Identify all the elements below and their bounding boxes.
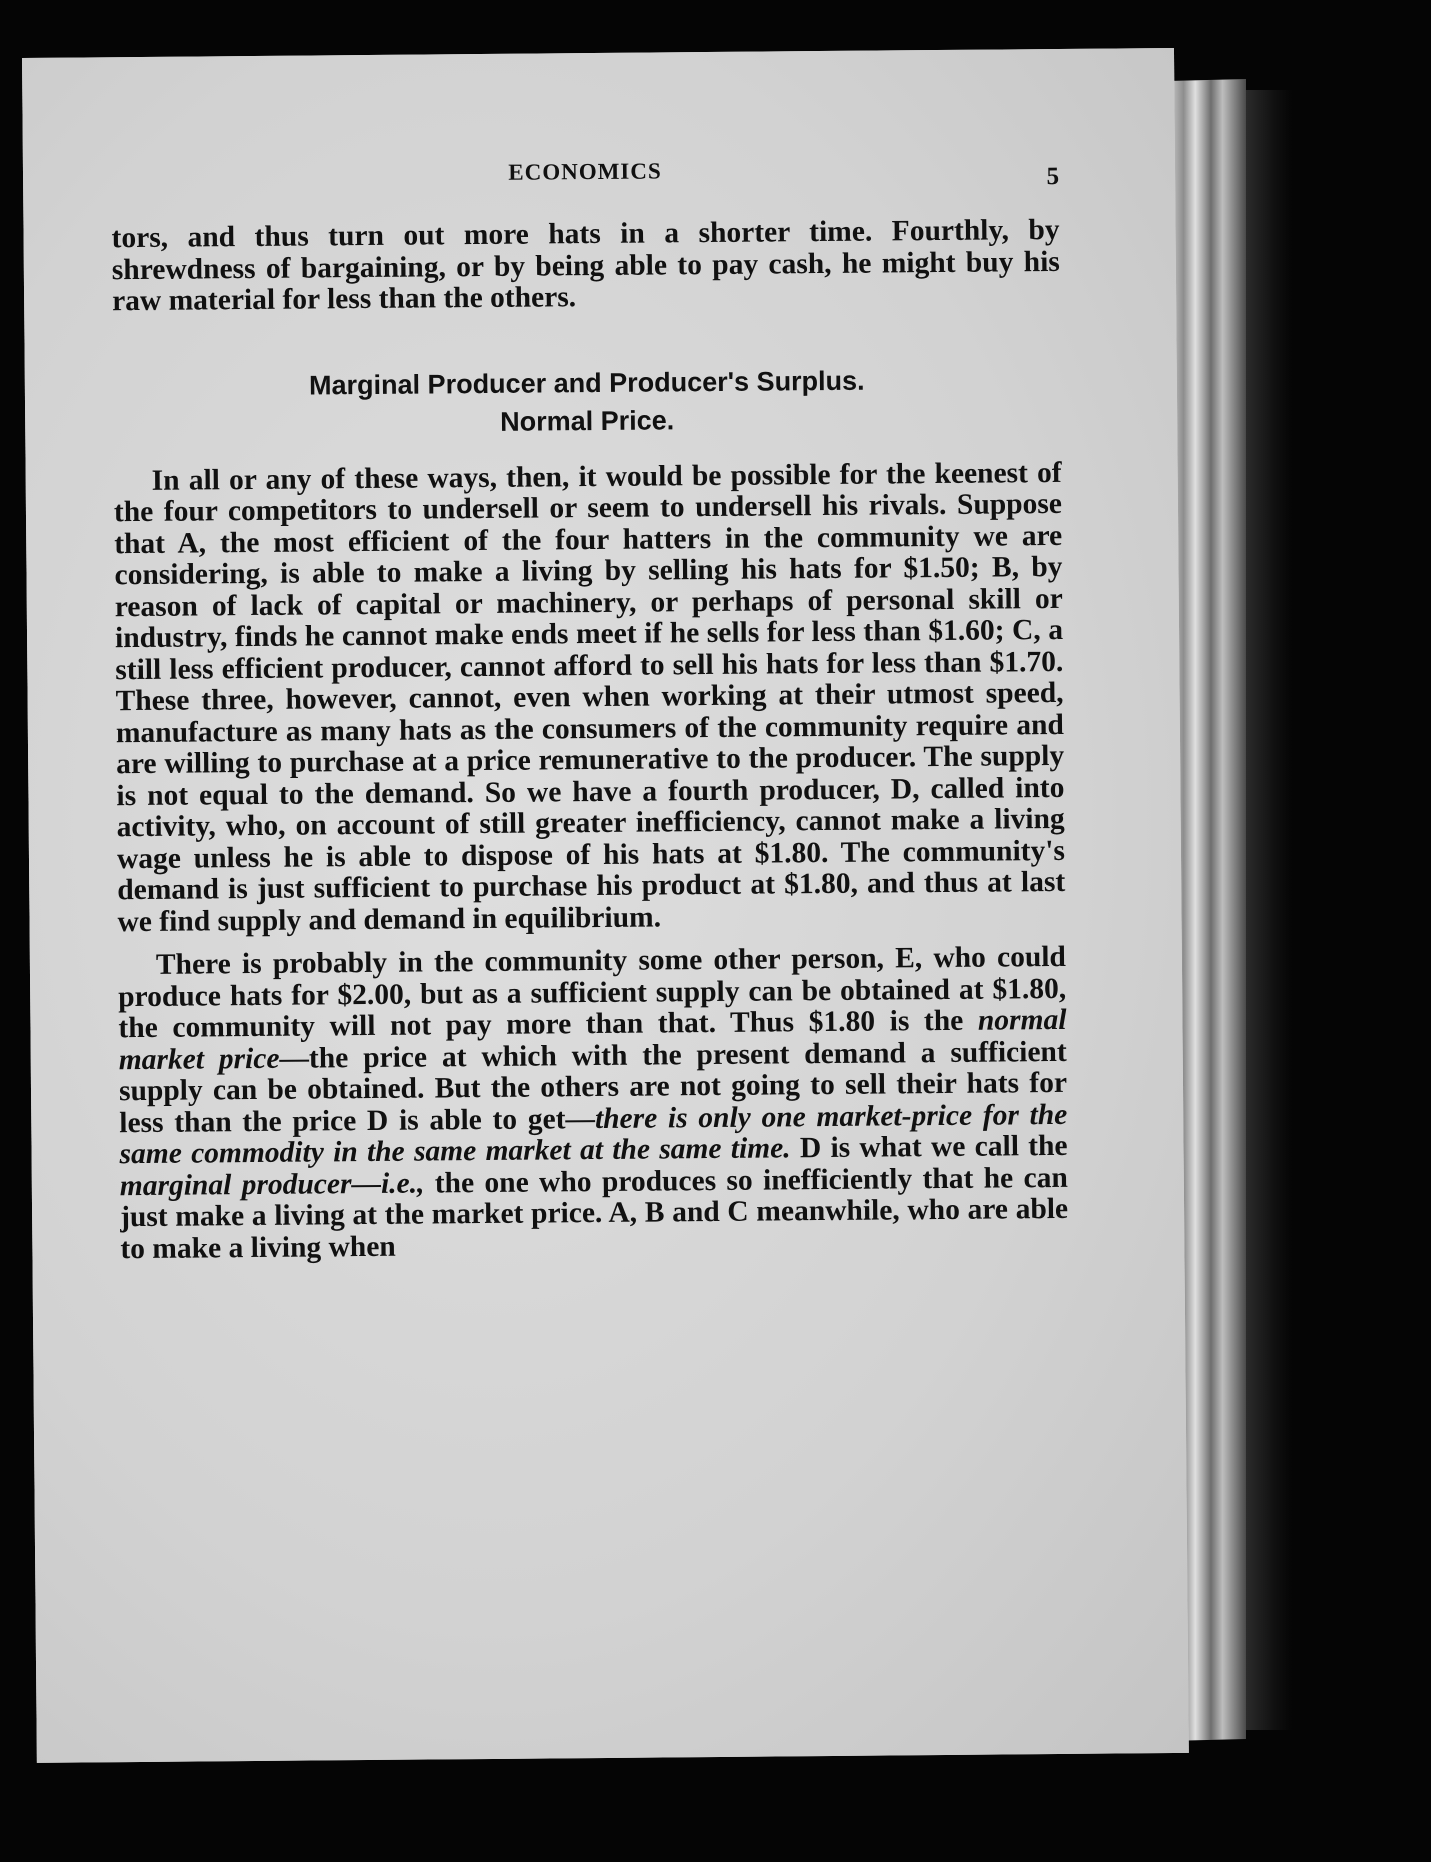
paragraph-text-segment: There is probably in the community some other person, E, who could produce hats for $2.00, but as a sufficient supply can be obtained at $1.80, the community will not pay more than that. Thus $1.80 is the bbox=[118, 940, 1067, 1045]
section-heading-line-1: Marginal Producer and Producer's Surplus. bbox=[308, 365, 865, 401]
paragraph-text-segment: the one who produces so inefficiently that he can just make a living at the market price. A, B and C meanwhile, who are able to make a living when bbox=[119, 1161, 1069, 1265]
paragraph-text-segment: D is what we call the bbox=[799, 1129, 1068, 1165]
paragraph-normal-price bbox=[118, 942, 1069, 1265]
section-heading bbox=[113, 359, 1062, 443]
page-text-block bbox=[111, 155, 1069, 1265]
book-binding-shadow bbox=[1246, 90, 1292, 1730]
page-number: 5 bbox=[1046, 162, 1060, 191]
running-head bbox=[111, 155, 1059, 213]
paragraph-continued: tors, and thus turn out more hats in a shorter time. Fourthly, by shrewdness of bargaining, or by being able to pay cash, he might buy his raw material for less than the others. bbox=[111, 213, 1060, 318]
italic-term-marginal-producer: marginal producer—i.e., bbox=[119, 1167, 425, 1202]
book-page bbox=[22, 48, 1189, 1763]
italic-term-normal-market-price: normal market price bbox=[118, 1003, 1067, 1076]
paragraph-hatters-example: In all or any of these ways, then, it would be possible for the keenest of the four competitors to undersell or seem to undersell his rivals. Suppose that A, the most efficient of the four hatters in the community we are considering, is able to make a living by selling his hats for $1.50; B, by reason of lack of capital or machinery, or perhaps of personal skill or industry, finds he cannot make ends meet if he sells for less than $1.60; C, a still less efficient producer, cannot afford to sell his hats for less than $1.70. These three, however, cannot, even when working at their utmost speed, manufacture as many hats as the consumers of the community require and are willing to purchase at a price remunerative to the producer. The supply is not equal to the demand. So we have a fourth producer, D, called into activity, who, on account of still greater inefficiency, cannot make a living wage unless he is able to dispose of his hats at $1.80. The community's demand is just sufficient to purchase his product at $1.80, and thus at last we find supply and demand in equilibrium. bbox=[113, 456, 1066, 938]
paragraph-text-segment: —the price at which with the present demand a sufficient supply can be obtained. But the others are not going to sell their hats for less than the price D is able to get— bbox=[118, 1035, 1068, 1139]
running-head-title: ECONOMICS bbox=[508, 158, 662, 185]
section-heading-line-2: Normal Price. bbox=[500, 404, 675, 437]
italic-statement-one-market-price: there is only one market-price for the same commodity in the same market at the same time. bbox=[119, 1098, 1068, 1171]
